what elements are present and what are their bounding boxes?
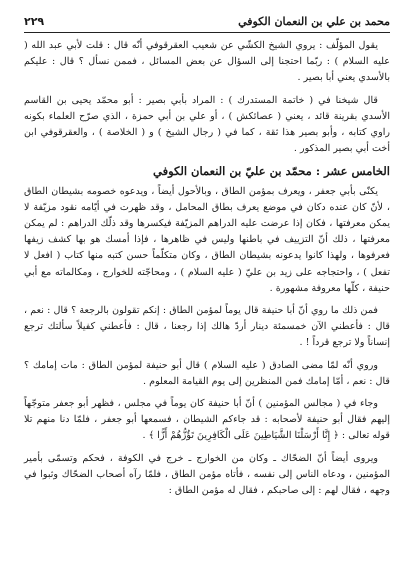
paragraph: وروي أنّه لمّا مضى الصادق ( عليه السلام ) قال أبو حنيفة لمؤمن الطاق : مات إمامك ؟ قال : نعم ، أمّا إمامك فمن المنظرين إلى يوم القيامة المعلوم . [24,359,390,387]
paragraph: يقول المؤلّف : يروي الشيخ الكشّي عن شعيب العقرقوفي أنّه قال : قلت لأبي عبد الله ( عليه السلام ) : ربّما احتجنا إلى السؤال عن بعض المسائل ، فممن نسأل ؟ قال : عليكم بالأسدي يعني أبا بصير . [24,40,390,84]
section-heading: الخامس عشر : محمّد بن عليّ بن النعمان الكوفي [152,164,390,179]
paragraph: ويروى أيضاً أنّ الضحّاك ـ وكان من الخوارج ـ خرج في الكوفة ، فحكم وتسمّى بأمير المؤمنين ، ودعاه الناس إلى نفسه ، فأتاه مؤمن الطاق ، فلمّا رآه أصحاب الضحّاك وثبوا في وجهه ، فقال لهم : إلى صاحبكم ، فقال له مؤمن الطاق : [24,452,390,497]
paragraph: فمن ذلك ما روي أنّ أبا حنيفة قال يوماً لمؤمن الطاق : إنكم تقولون بالرجعة ؟ قال : نعم ، قال : فأعطني الآن خمسمئة دينار أردّ هالك إذا رجعنا ، قال : فأعطني كفيلاً سألتك ترجع إنساناً ولا ترجع قرداً ! . [24,305,390,349]
running-title: محمد بن علي بن النعمان الكوفي [238,14,390,28]
running-header [24,10,390,33]
paragraph: وجاء في ( مجالس المؤمنين ) أنّ أبا حنيفة كان يوماً في مجلس ، فظهر أبو جعفر متوجّهاً إليهم فقال أبو حنيفة لأصحابه : قد جاءكم الشيطان ، فسمعها أبو جعفر ، فلمّا دنا منهم تلا قوله تعالى : ﴿ إِنَّا أَرْسَلْنَا الشَّيَاطِينَ عَلَى الْكَافِرِينَ تَؤُزُّهُمْ أَزًّا ﴾ . [24,398,390,442]
page-number: ٢٢٩ [24,14,45,28]
page-body [24,38,390,502]
paragraph: يكنّى بأبي جعفر ، ويعرف بمؤمن الطاق ، وبالأحول أيضاً ، ويدعوه خصومه بشيطان الطاق ، لأنّ كان عنده دكان في موضع يعرف بطاق المحامل ، وقد ظهرت في أيّامه نقود مزيّفة لا يمكن معرفتها ، فكان إذا عرضت عليه الدراهم المزيّفة فيكسرها وقد ذلّك الدراهم : لم يمكن معرفتها ، ذلك أنّ التزييف في باطنها وليس في ظاهرها ، فإذا أمسك هو بها كشف زيفها فعرفوها ، ولهذا كانوا يدعونه بشيطان الطاق ، وكان متكلّماً حسن كتبه منها كتاب ( افعل لا تفعل ) ، واحتجاجه على زيد بن عليّ ( عليه السلام ) ، ومحاجّته للخوارج ، ومكالماته مع أبي حنيفة ، كلّها معروفة مشهورة . [24,185,390,294]
paragraph: قال شيخنا في ( خاتمة المستدرك ) : المراد بأبي بصير : أبو محمّد يحيى بن القاسم الأسدي بقرينة قائد ، يعني ( عصائكش ) ، أو علي بن أبي حمزة ، الذي صرّح العلماء بكونه راوي كتابه ، وأبو بصير هذا ثقة ، كما في ( رجال الشيخ ) و ( الخلاصة ) ، والعقرقوفي ابن أخت أبي بصير المذكور . [24,94,390,155]
